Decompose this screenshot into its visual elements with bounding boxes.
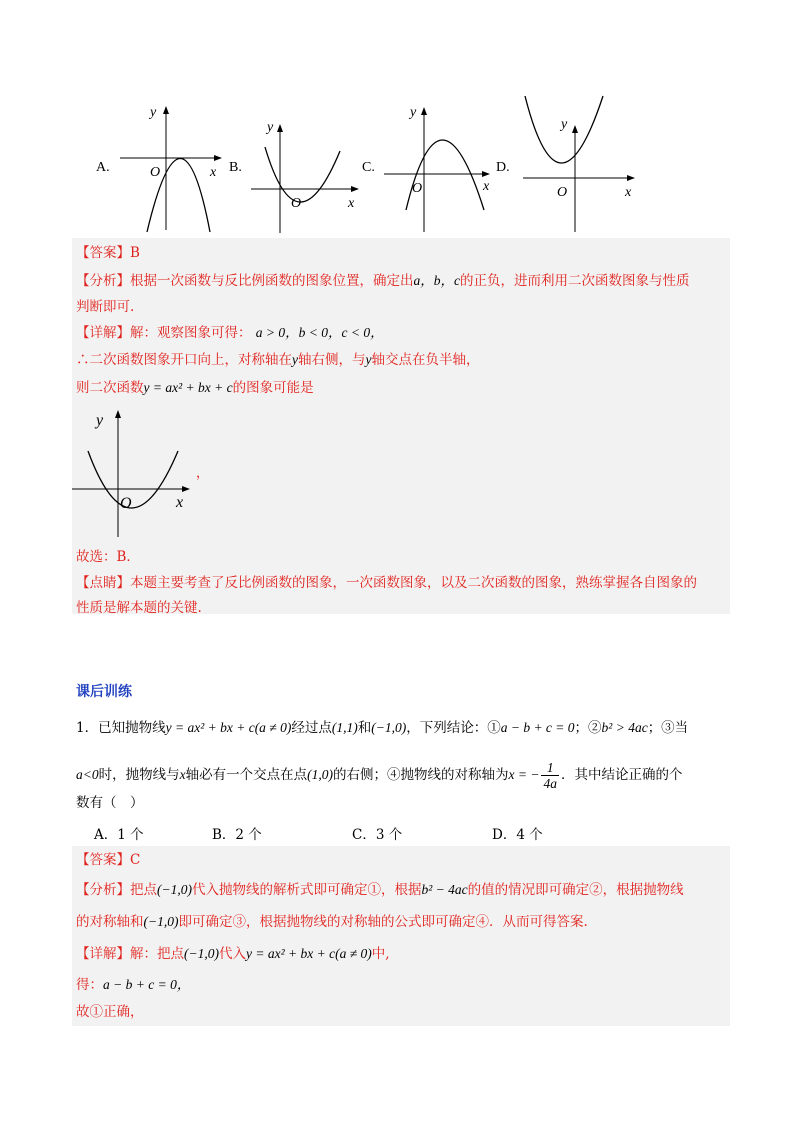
answer-block-2 [72,846,730,1026]
question-text: 1．已知抛物线 [76,720,166,736]
analysis-text: 的对称轴和 [76,914,144,930]
axis-y-label: y [561,117,568,132]
detail-text: 解：把点 [130,946,184,962]
analysis2-line-1 [76,880,684,900]
section-title: 课后训练 [76,684,132,700]
option-label-b: B. [229,160,242,175]
detail2-line-2 [76,975,190,995]
option-label-a: A. [96,160,110,175]
graph-comma: ， [196,466,210,481]
detail-tag: 【详解】 [76,325,130,341]
question-math: a<0 [76,767,99,782]
detail-text: 代入 [218,946,246,962]
comment-tag: 【点睛】 [76,575,130,591]
question-math: (1,1) [331,720,358,735]
question-line-1 [76,718,688,738]
analysis-line-2 [76,297,134,317]
detail-text: 的图象可能是 [232,380,314,396]
detail-text: 则二次函数 [76,380,144,396]
question-math: (−1,0) [371,720,407,735]
axis-y-label: y [150,105,157,120]
origin-label: O [412,181,423,196]
question-text: ；③当 [647,720,689,736]
option-graph-d [515,92,645,235]
answer-tag: 【答案】B [76,245,140,261]
origin-label: O [291,196,302,211]
axis-x-label: x [210,165,217,180]
choice-c: C．3 个 [352,827,403,843]
question-text: 经过点 [291,720,332,736]
option-graph-c [380,100,500,235]
detail-text: 中, [371,946,390,962]
question-text: ，下列结论：① [406,720,501,736]
question-text: 轴必有一个交点在点 [185,767,308,783]
analysis2-line-2 [76,912,588,932]
axis-x-label: x [176,494,184,511]
analysis-text: 的正负，进而利用二次函数图象与性质 [460,273,690,289]
analysis-math: (−1,0) [143,914,179,929]
question-text: ．其中结论正确的个 [560,767,683,783]
detail-text: 故①正确， [76,1004,144,1020]
choose-text: 故选：B． [76,549,140,565]
choice-b: B．2 个 [212,827,262,843]
detail-text: 得： [76,977,103,993]
option-label-c: C. [362,160,375,175]
comment-text: 性质是解本题的关键. [76,600,202,616]
parabola-graph-d [515,92,645,235]
axis-y-label: y [96,412,104,429]
origin-label: O [557,185,568,200]
analysis-text: 代入抛物线的解析式即可确定①，根据 [191,882,422,898]
question-line-2 [76,760,682,791]
analysis-tag: 【分析】 [76,273,130,289]
fraction-denominator: 4a [543,776,557,791]
option-graph-a [100,100,230,235]
detail-line-3 [76,378,314,398]
fraction-numerator: 1 [541,760,559,776]
question-math: x = − [508,767,540,782]
choice-a: A．1 个 [94,827,144,843]
analysis-text: 根据一次函数与反比例函数的图象位置，确定出 [130,273,414,289]
option-graph-b [245,115,365,235]
axis-x-label: x [625,185,632,200]
axis-x-label: x [348,196,355,211]
question-text: 和 [357,720,372,736]
parabola-graph-c [380,100,500,235]
analysis-line-1 [76,271,690,291]
question-text: ；② [574,720,602,736]
question-math: y = ax² + bx + c(a ≠ 0) [165,720,292,735]
parabola-graph [70,405,200,540]
detail-math: y [365,352,372,367]
parabola-graph-b [245,115,365,235]
detail-math: y = ax² + bx + c(a ≠ 0) [245,946,372,961]
detail-line-2 [76,350,480,370]
detail-text: 轴交点在负半轴， [371,352,480,368]
detail-math: a − b + c = 0， [103,977,191,992]
option-label-d: D. [496,160,510,175]
analysis-vars: a，b，c [413,273,460,288]
comment-line-2 [76,598,202,618]
detail-text: ∴二次函数图象开口向上，对称轴在 [76,352,292,368]
axis-y-label: y [410,105,417,120]
question-math: x [179,767,186,782]
analysis-text: 的值的情况即可确定②，根据抛物线 [467,882,684,898]
analysis-math: (−1,0) [157,882,192,897]
analysis-text: 把点 [130,882,157,898]
detail-tag: 【详解】 [76,946,130,962]
analysis-text: 判断即可. [76,299,135,315]
question-math: (1,0) [307,767,333,782]
comment-text: 本题主要考查了反比例函数的图象，一次函数图象，以及二次函数的图象，熟练掌握各自图象的 [130,575,697,591]
detail-math: (−1,0) [184,946,219,961]
detail-text: 轴右侧，与 [298,352,366,368]
comment-line-1 [76,573,697,593]
fraction [541,760,559,791]
analysis-text: 即可确定③，根据抛物线的对称轴的公式即可确定④．从而可得答案. [178,914,588,930]
answer-parabola-graph [70,405,200,540]
question-text: 的右侧；④抛物线的对称轴为 [333,767,509,783]
choose-line [76,547,140,567]
detail-math: a > 0，b < 0，c < 0， [255,325,384,340]
question-line-3 [76,793,144,813]
detail-text: 解：观察图象可得： [130,325,252,341]
question-text: 时，抛物线与 [98,767,180,783]
parabola-graph-a [100,100,230,235]
detail2-line-3 [76,1002,144,1022]
question-math: b² > 4ac [601,720,648,735]
analysis-math: b² − 4ac [421,882,468,897]
axis-x-label: x [483,179,490,194]
choice-d: D．4 个 [492,827,543,843]
question-text: 数有（ ） [76,795,144,811]
origin-label: O [150,165,161,180]
origin-label: O [120,495,132,512]
answer-line-2 [76,850,140,870]
detail-line-1 [76,323,384,343]
detail-math: y [292,352,298,367]
answer-line [76,243,140,263]
detail-math: y = ax² + bx + c [143,380,233,395]
analysis-tag: 【分析】 [76,882,130,898]
axis-y-label: y [267,120,274,135]
question-math: a − b + c = 0 [500,720,575,735]
answer-tag: 【答案】C [76,852,141,868]
detail2-line-1 [76,944,390,964]
